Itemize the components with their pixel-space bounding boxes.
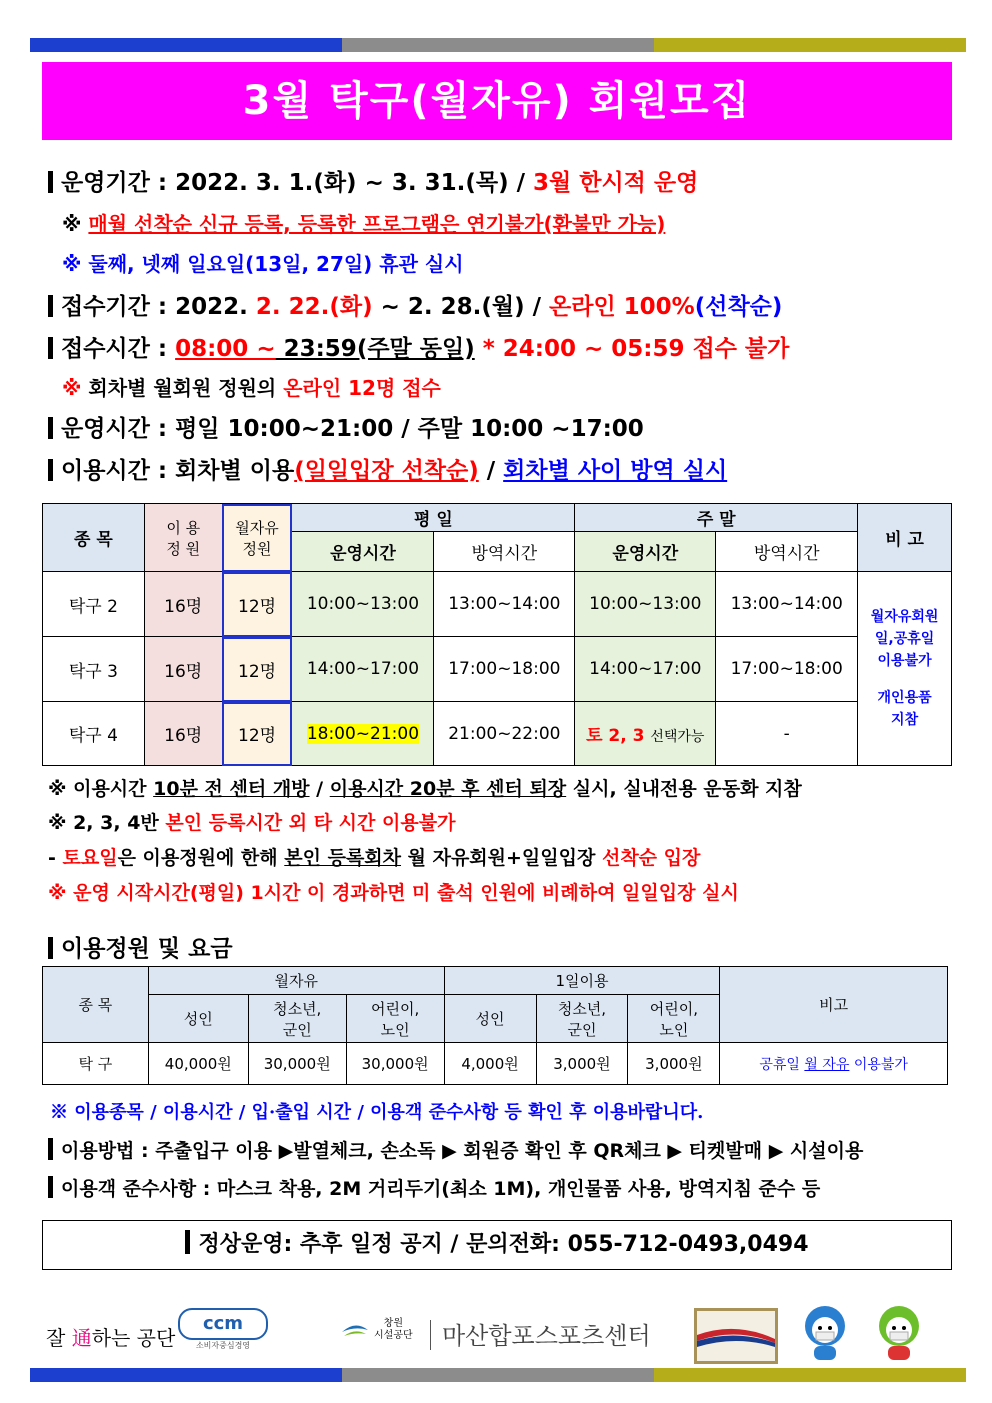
note-closure: ※ 둘째, 넷째 일요일(13일, 27일) 휴관 실시 bbox=[62, 252, 464, 276]
cell-weekend-op: 10:00~13:00 bbox=[575, 572, 716, 637]
top-color-bar bbox=[30, 38, 966, 52]
header-capacity: 이 용 정 원 bbox=[144, 504, 222, 572]
cell-weekend-op: 토 2, 3 선택가능 bbox=[575, 702, 716, 766]
operation-hours: 운영시간 : 평일 10:00~21:00 / 주말 10:00 ~17:00 bbox=[48, 410, 644, 443]
fees-header-note: 비고 bbox=[720, 967, 948, 1043]
cell-item: 탁구 3 bbox=[43, 637, 145, 702]
mascot-green bbox=[868, 1302, 930, 1362]
note-capacity: ※ 회차별 월회원 정원의 온라인 12명 접수 bbox=[62, 376, 441, 400]
note-saturday: - 토요일은 이용정원에 한해 본인 등록회차 월 자유회원+일일입장 선착순 입장 bbox=[48, 847, 701, 869]
mascot-blue bbox=[794, 1302, 856, 1362]
fees-header-child: 어린이, 노인 bbox=[628, 995, 720, 1043]
cell-capacity: 16명 bbox=[144, 572, 222, 637]
contact-box: 정상운영: 추후 일정 공지 / 문의전화: 055-712-0493,0494 bbox=[42, 1220, 952, 1270]
table-row bbox=[43, 702, 952, 766]
fees-table bbox=[42, 966, 948, 1085]
cell-weekday-op: 18:00~21:00 bbox=[306, 723, 420, 744]
schedule-table bbox=[42, 503, 952, 766]
cell-wol: 12명 bbox=[222, 572, 292, 637]
operation-period: 운영기간 : 2022. 3. 1.(화) ~ 3. 31.(목) / 3월 한시적 운영 bbox=[48, 164, 698, 197]
cell-fee: 30,000원 bbox=[346, 1043, 444, 1085]
fees-header-day: 1일이용 bbox=[444, 967, 720, 995]
table-row bbox=[43, 572, 952, 637]
cell-weekday-dis: 21:00~22:00 bbox=[434, 702, 575, 766]
cell-capacity: 16명 bbox=[144, 702, 222, 766]
page-title: 3월 탁구(월자유) 회원모집 bbox=[42, 62, 952, 140]
fees-header-item: 종 목 bbox=[43, 967, 149, 1043]
registration-time: 접수시간 : 08:00 ~ 23:59(주말 동일) * 24:00 ~ 05:59 접수 불가 bbox=[48, 330, 789, 363]
cell-weekend-op: 14:00~17:00 bbox=[575, 637, 716, 702]
cell-fee: 4,000원 bbox=[444, 1043, 536, 1085]
cell-weekday-op: 10:00~13:00 bbox=[292, 572, 434, 637]
confirm-notice: ※ 이용종목 / 이용시간 / 입·출입 시간 / 이용객 준수사항 등 확인 후 이용바랍니다. bbox=[50, 1102, 704, 1123]
cell-fee: 30,000원 bbox=[248, 1043, 346, 1085]
fees-header-adult: 성인 bbox=[444, 995, 536, 1043]
fees-header-youth: 청소년, 군인 bbox=[536, 995, 628, 1043]
cell-weekend-dis: 17:00~18:00 bbox=[716, 637, 858, 702]
bottom-color-bar bbox=[30, 1368, 966, 1382]
header-item: 종 목 bbox=[43, 504, 145, 572]
note-monthly: ※ 매월 선착순 신규 등록, 등록한 프로그램은 연기불가(환불만 가능) bbox=[62, 212, 666, 236]
usage-method: 이용방법 : 주출입구 이용 ▶발열체크, 손소독 ▶ 회원증 확인 후 QR체크 ▶ 티켓발매 ▶ 시설이용 bbox=[48, 1136, 863, 1163]
note-class-restriction: ※ 2, 3, 4반 본인 등록시간 외 타 시간 이용불가 bbox=[48, 812, 456, 834]
footer bbox=[0, 1300, 992, 1362]
header-weekend-dis: 방역시간 bbox=[716, 532, 858, 572]
cell-item: 탁 구 bbox=[43, 1043, 149, 1085]
cell-fee: 3,000원 bbox=[536, 1043, 628, 1085]
table-row bbox=[43, 637, 952, 702]
cell-weekend-dis: - bbox=[716, 702, 858, 766]
header-wol: 월자유 정원 bbox=[222, 504, 292, 572]
cell-note: 월자유회원 일,공휴일 이용불가 개인용품 지참 bbox=[858, 572, 952, 766]
cell-fee: 40,000원 bbox=[148, 1043, 248, 1085]
header-weekday-dis: 방역시간 bbox=[434, 532, 575, 572]
note-entry-exit: ※ 이용시간 10분 전 센터 개방 / 이용시간 20분 후 센터 퇴장 실시, 실내전용 운동화 지참 bbox=[48, 778, 802, 800]
header-weekday-op: 운영시간 bbox=[292, 532, 434, 572]
header-weekend-op: 운영시간 bbox=[575, 532, 716, 572]
cell-wol: 12명 bbox=[222, 637, 292, 702]
cell-weekday-dis: 13:00~14:00 bbox=[434, 572, 575, 637]
cell-fee-note: 공휴일 월 자유 이용불가 bbox=[720, 1043, 948, 1085]
cell-weekend-dis: 13:00~14:00 bbox=[716, 572, 858, 637]
header-note: 비 고 bbox=[858, 504, 952, 572]
fees-header-child: 어린이, 노인 bbox=[346, 995, 444, 1043]
table-row bbox=[43, 1043, 948, 1085]
cell-item: 탁구 4 bbox=[43, 702, 145, 766]
cell-capacity: 16명 bbox=[144, 637, 222, 702]
fees-heading: 이용정원 및 요금 bbox=[48, 930, 233, 963]
cell-item: 탁구 2 bbox=[43, 572, 145, 637]
cell-wol: 12명 bbox=[222, 702, 292, 766]
fees-header-wol: 월자유 bbox=[148, 967, 444, 995]
registration-period: 접수기간 : 2022. 2. 22.(화) ~ 2. 28.(월) / 온라인 100%(선착순) bbox=[48, 288, 782, 321]
cell-weekday-op: 14:00~17:00 bbox=[292, 637, 434, 702]
certification-badge bbox=[694, 1308, 778, 1364]
cell-weekday-dis: 17:00~18:00 bbox=[434, 637, 575, 702]
header-weekday: 평 일 bbox=[292, 504, 575, 532]
note-daily-entry: ※ 운영 시작시간(평일) 1시간 이 경과하면 미 출석 인원에 비례하여 일일입장 실시 bbox=[48, 882, 739, 904]
header-weekend: 주 말 bbox=[575, 504, 858, 532]
fees-header-adult: 성인 bbox=[148, 995, 248, 1043]
center-name: 마산합포스포츠센터 bbox=[442, 1322, 651, 1350]
visitor-rules: 이용객 준수사항 : 마스크 착용, 2M 거리두기(최소 1M), 개인물품 사용, 방역지침 준수 등 bbox=[48, 1174, 820, 1201]
usage-time: 이용시간 : 회차별 이용(일일입장 선착순) / 회차별 사이 방역 실시 bbox=[48, 452, 727, 485]
fees-header-youth: 청소년, 군인 bbox=[248, 995, 346, 1043]
changwon-logo: 창원 시설공단 bbox=[340, 1318, 430, 1358]
slogan: 잘 通하는 공단 bbox=[46, 1326, 176, 1350]
cell-fee: 3,000원 bbox=[628, 1043, 720, 1085]
ccm-logo: ccm 소비자중심경영 bbox=[178, 1308, 268, 1354]
